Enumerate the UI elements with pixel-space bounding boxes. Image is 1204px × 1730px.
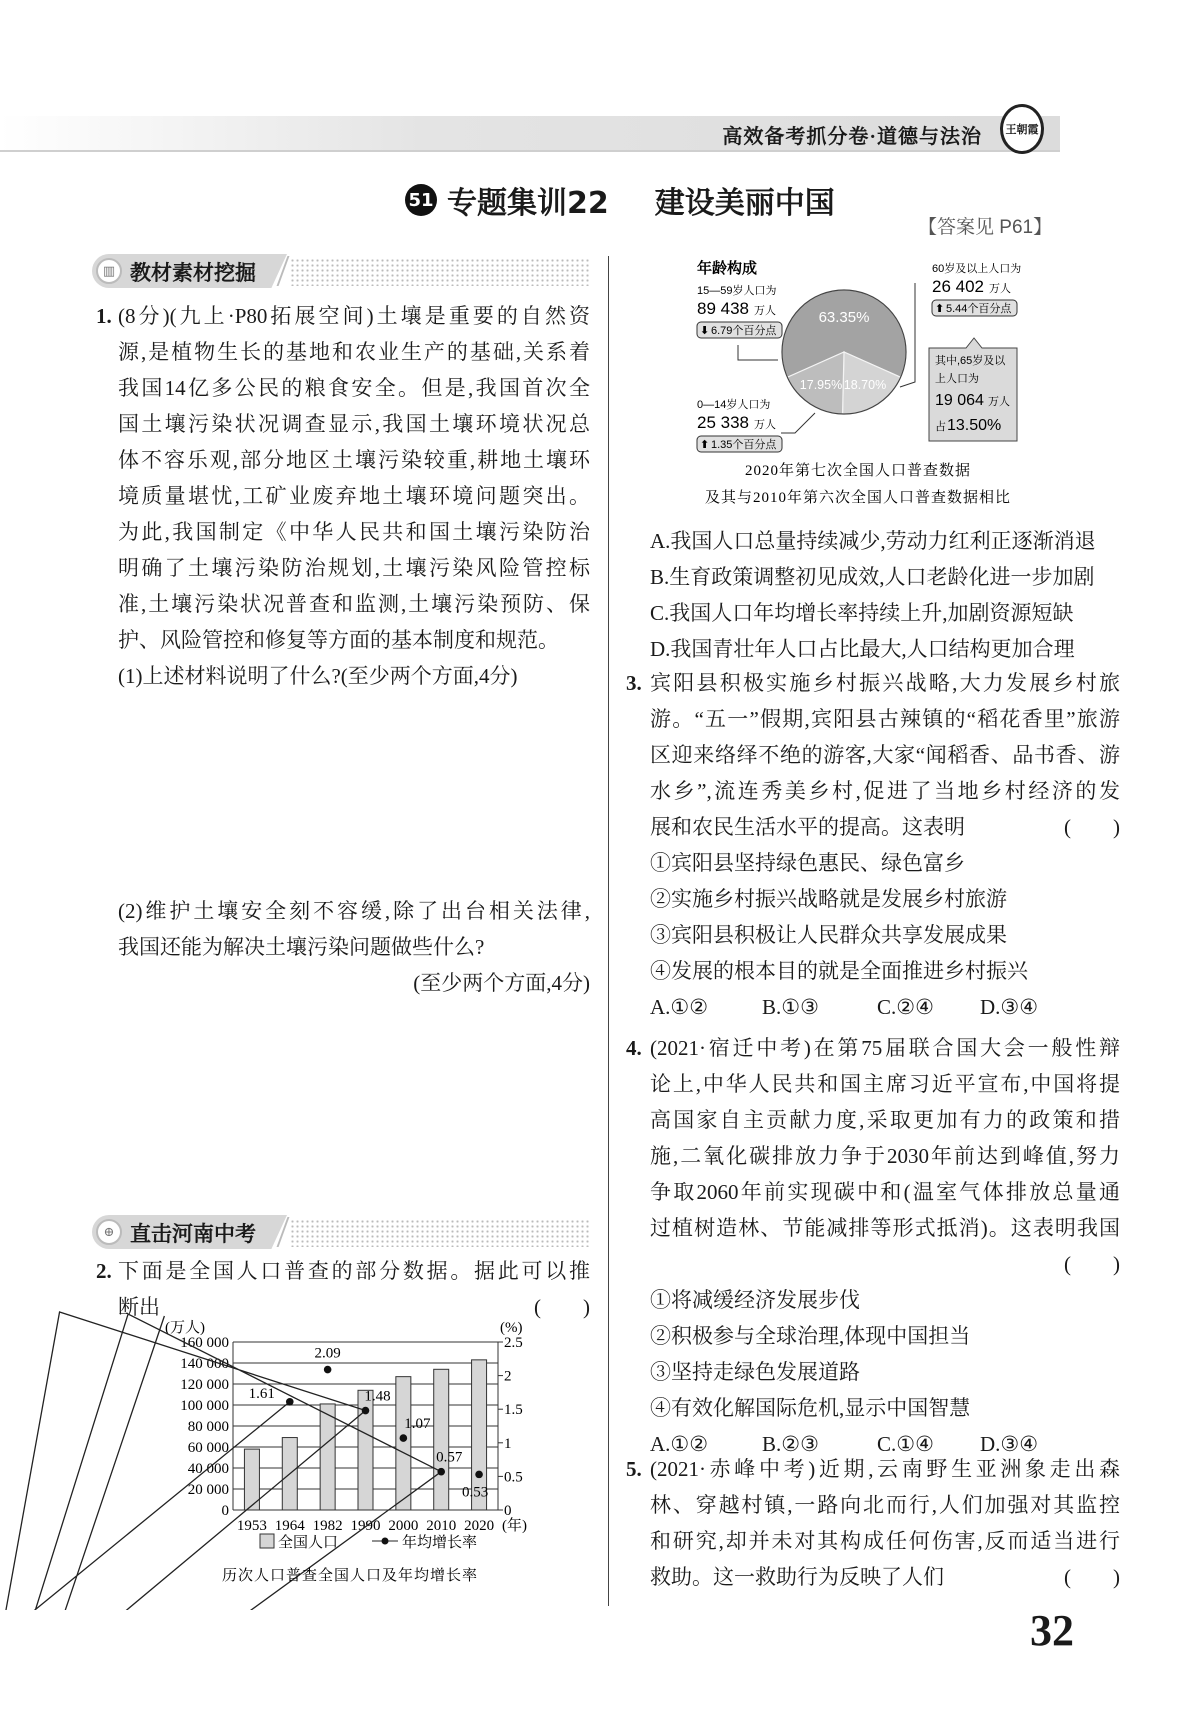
growth-rate-point — [437, 1468, 445, 1476]
choice-c[interactable]: C.②④ — [877, 995, 934, 1019]
arrow-up-icon: ⬆ — [700, 439, 710, 451]
column-divider — [608, 256, 609, 1606]
chart-caption: 历次人口普查全国人口及年均增长率 — [221, 1568, 479, 1584]
y-tick-label: 100 000 — [180, 1398, 229, 1414]
text-line: 体不容乐观,部分地区土壤污染较重,耕地土壤环 — [118, 448, 590, 472]
statement-4: ④发展的根本目的就是全面推进乡村振兴 — [650, 959, 1028, 983]
question-4-lines — [650, 1030, 1120, 1246]
legend-bar-swatch — [260, 1534, 274, 1548]
pie-title: 年龄构成 — [697, 260, 758, 277]
text-line: 我国14亿多公民的粮食安全。但是,我国首次全 — [118, 376, 590, 400]
text-line: 救助。这一救助行为反映了人们 — [650, 1565, 944, 1589]
y-tick-label: 40 000 — [187, 1461, 229, 1477]
topic-label: 专题集训22 — [447, 186, 609, 221]
pie-caption: 及其与2010年第六次全国人口普查数据相比 — [704, 490, 1012, 506]
section-heading-textbook — [92, 254, 590, 288]
data-label: 1.48 — [364, 1388, 391, 1405]
change-value: 1.35个百分点 — [711, 439, 777, 451]
legend-line-marker — [382, 1538, 389, 1545]
text-line: 准,土壤污染状况普查和监测,土壤污染预防、保 — [118, 592, 590, 616]
text-line: (2)维护土壤安全刻不容缓,除了出台相关法律, — [118, 899, 590, 923]
y2-tick-label: 1.5 — [504, 1402, 523, 1419]
y-tick-label: 60 000 — [187, 1440, 229, 1456]
growth-rate-point — [286, 1398, 294, 1406]
topic-name: 建设美丽中国 — [654, 186, 835, 221]
statement-4: ④有效化解国际危机,显示中国智慧 — [650, 1396, 971, 1420]
question-3 — [626, 665, 1120, 1025]
x-tick-label: 2000 — [388, 1518, 419, 1534]
answer-area-1[interactable] — [118, 424, 590, 649]
text-line: 过植树造林、节能减排等形式抵消)。这表明我国 — [650, 1216, 1120, 1240]
text-line: 国土壤污染状况调查显示,我国土壤环境状况总 — [118, 412, 590, 436]
population-bar-line-chart — [0, 1310, 600, 1610]
answer-blank[interactable]: ( ) — [1064, 1565, 1120, 1589]
choice-d[interactable]: D.③④ — [980, 995, 1039, 1019]
statement-3: ③宾阳县积极让人民群众共享发展成果 — [650, 923, 1007, 947]
statement-1: ①将减缓经济发展步伐 — [650, 1288, 860, 1312]
slice-label: 18.70% — [843, 378, 887, 392]
text-line: 水乡”,流连秀美乡村,促进了当地乡村经济的发 — [650, 779, 1120, 803]
population-bar — [434, 1369, 449, 1510]
answer-blank[interactable]: ( ) — [1064, 1252, 1120, 1276]
choice-c[interactable]: C.①④ — [877, 1432, 934, 1456]
legend-population: 全国人口 — [278, 1535, 339, 1551]
series-title: 高效备考抓分卷·道德与法治 — [722, 126, 982, 148]
data-label: 1.61 — [248, 1385, 275, 1402]
annotation-head: 15—59岁人口为 — [697, 285, 777, 297]
growth-rate-point — [324, 1366, 332, 1374]
page-title — [405, 178, 835, 222]
question-number: 5. — [626, 1457, 642, 1481]
question-2-lines — [118, 1253, 590, 1289]
text-line: 断出 — [118, 1295, 160, 1319]
choice-d[interactable]: D.③④ — [980, 1432, 1039, 1456]
choice-a[interactable]: A.①② — [650, 1432, 709, 1456]
text-line: 源,是植物生长的基地和农业生产的基础,关系着 — [118, 340, 590, 364]
y-tick-label: 80 000 — [187, 1419, 229, 1435]
y2-tick-label: 2 — [504, 1368, 512, 1385]
y-tick-label: 140 000 — [180, 1356, 229, 1372]
y-tick-label: 0 — [221, 1503, 229, 1519]
y-tick-label: 120 000 — [180, 1377, 229, 1393]
y-tick-label: 160 000 — [180, 1335, 229, 1351]
statement-3: ③坚持走绿色发展道路 — [650, 1360, 860, 1384]
y2-tick-label: 0 — [504, 1503, 512, 1519]
option-b[interactable]: B.生育政策调整初见成效,人口老龄化进一步加剧 — [650, 565, 1095, 589]
text-line: 为此,我国制定《中华人民共和国土壤污染防治 — [118, 520, 590, 544]
slice-label: 17.95% — [799, 378, 843, 392]
data-label: 0.57 — [436, 1449, 463, 1466]
x-tick-label: 2010 — [426, 1518, 457, 1534]
text-line: 我国还能为解决土壤污染问题做些什么? — [118, 935, 485, 959]
answer-blank[interactable]: ( ) — [534, 1295, 590, 1319]
question-number: 3. — [626, 671, 642, 695]
text-line: 宾阳县积极实施乡村振兴战略,大力发展乡村旅 — [650, 671, 1120, 695]
statement-2: ②积极参与全球治理,体现中国担当 — [650, 1324, 971, 1348]
leader-line — [781, 413, 815, 433]
text-line: 护、风险管控和修复等方面的基本制度和规范。 — [118, 628, 559, 652]
y2-axis-unit: (%) — [500, 1320, 523, 1336]
data-label: 1.07 — [404, 1416, 431, 1433]
annotation-unit: 万人 — [989, 283, 1011, 295]
y2-tick-label: 1 — [504, 1435, 512, 1452]
text-line: 境质量堪忧,工矿业废弃地土壤环境问题突出。 — [118, 484, 590, 508]
text-line: 和研究,却并未对其构成任何伤害,反而适当进行 — [650, 1529, 1120, 1553]
question-5-lines — [650, 1451, 1120, 1559]
section-label: 直击河南中考 — [130, 1222, 256, 1246]
question-2-options — [650, 523, 1120, 667]
text-line: (2021·宿迁中考)在第75届联合国大会一般性辩 — [650, 1036, 1120, 1060]
x-tick-label: 1964 — [274, 1518, 305, 1534]
question-number: 4. — [626, 1036, 642, 1060]
callout-share: 13.50% — [947, 417, 1002, 434]
change-value: 6.79个百分点 — [711, 325, 777, 337]
annotation-unit: 万人 — [754, 305, 776, 317]
option-d[interactable]: D.我国青壮年人口占比最大,人口结构更加合理 — [650, 637, 1075, 661]
choice-a[interactable]: A.①② — [650, 995, 709, 1019]
answer-reference: 【答案见 P61】 — [918, 217, 1053, 238]
growth-rate-point — [475, 1471, 483, 1479]
x-tick-label: 1982 — [312, 1518, 343, 1534]
statement-1: ①宾阳县坚持绿色惠民、绿色富乡 — [650, 851, 965, 875]
question-number: 1. — [96, 304, 112, 328]
arrow-down-icon: ⬇ — [700, 325, 710, 337]
text-line: 争取2060年前实现碳中和(温室气体排放总量通 — [650, 1180, 1120, 1204]
x-tick-label: 1990 — [350, 1518, 381, 1534]
callout-count: 19 064 — [935, 392, 984, 409]
option-c[interactable]: C.我国人口年均增长率持续上升,加剧资源短缺 — [650, 601, 1074, 625]
subquestion-2 — [118, 893, 590, 1001]
annotation-head: 0—14岁人口为 — [697, 399, 771, 411]
statement-2: ②实施乡村振兴战略就是发展乡村旅游 — [650, 887, 1007, 911]
annotation-unit: 万人 — [754, 419, 776, 431]
subquestion-2-lines — [118, 893, 590, 929]
population-bar — [320, 1404, 335, 1510]
slice-label: 63.35% — [818, 309, 870, 326]
text-line: (8分)(九上·P80拓展空间)土壤是重要的自然资 — [118, 304, 590, 328]
option-a[interactable]: A.我国人口总量持续减少,劳动力红利正逐渐消退 — [650, 529, 1096, 553]
text-line: 展和农民生活水平的提高。这表明 — [650, 815, 965, 839]
callout-unit: 万人 — [988, 396, 1010, 408]
text-line: (2021·赤峰中考)近期,云南野生亚洲象走出森 — [650, 1457, 1120, 1481]
growth-rate-point — [400, 1434, 408, 1442]
answer-area-2[interactable] — [118, 1005, 590, 1205]
legend-growth-rate: 年均增长率 — [402, 1535, 478, 1551]
callout-text: 上人口为 — [935, 373, 979, 385]
section-heading-henan-exam — [92, 1215, 590, 1249]
leader-line — [738, 345, 778, 360]
arrow-up-icon: ⬆ — [935, 303, 945, 315]
question-4 — [626, 1030, 1120, 1462]
text-line: 区迎来络绎不绝的游客,大家“闻稻香、品书香、游 — [650, 743, 1120, 767]
score-note: (至少两个方面,4分) — [413, 971, 590, 995]
growth-rate-point — [362, 1407, 370, 1415]
age-structure-pie-chart — [620, 240, 1040, 510]
text-line: 论上,中华人民共和国主席习近平宣布,中国将提 — [650, 1072, 1120, 1096]
y2-tick-label: 2.5 — [504, 1335, 523, 1351]
choice-b[interactable]: B.①③ — [762, 995, 819, 1019]
x-axis-unit: (年) — [502, 1518, 527, 1534]
annotation-count: 89 438 — [697, 299, 749, 318]
book-icon: ▥ — [96, 258, 122, 284]
choice-b[interactable]: B.②③ — [762, 1432, 819, 1456]
question-3-lines — [650, 665, 1120, 809]
data-label: 2.09 — [314, 1345, 341, 1362]
answer-blank[interactable]: ( ) — [1064, 815, 1120, 839]
page-number: 32 — [1030, 1606, 1074, 1655]
text-line: 高国家自主贡献力度,采取更加有力的政策和措 — [650, 1108, 1120, 1132]
text-line: 林、穿越村镇,一路向北而行,人们加强对其监控 — [650, 1493, 1120, 1517]
question-5 — [626, 1451, 1120, 1595]
question-number: 2. — [96, 1259, 112, 1283]
population-bar — [396, 1377, 411, 1510]
callout-share-prefix: 占 — [935, 421, 946, 433]
y-axis-unit: (万人) — [165, 1320, 205, 1336]
pie-caption: 2020年第七次全国人口普查数据 — [744, 463, 972, 479]
change-value: 5.44个百分点 — [946, 303, 1012, 315]
y-tick-label: 20 000 — [187, 1482, 229, 1498]
y2-tick-label: 0.5 — [504, 1469, 523, 1486]
section-label: 教材素材挖掘 — [130, 261, 256, 285]
annotation-count: 25 338 — [697, 413, 749, 432]
data-label: 0.53 — [461, 1484, 489, 1501]
annotation-count: 26 402 — [932, 277, 984, 296]
unit-number-badge: 51 — [405, 184, 437, 216]
publisher-logo: 王朝霞 — [1000, 104, 1044, 154]
annotation-head: 60岁及以上人口为 — [932, 263, 1022, 275]
text-line: 施,二氧化碳排放力争于2030年前达到峰值,努力 — [650, 1144, 1120, 1168]
x-tick-label: 2020 — [464, 1518, 495, 1534]
text-line: 明确了土壤污染防治规划,土壤污染风险管控标 — [118, 556, 590, 580]
subquestion-1: (1)上述材料说明了什么?(至少两个方面,4分) — [118, 664, 518, 688]
text-line: 游。“五一”假期,宾阳县古辣镇的“稻花香里”旅游 — [650, 707, 1120, 731]
text-line: 下面是全国人口普查的部分数据。据此可以推 — [118, 1259, 590, 1283]
callout-text: 其中,65岁及以 — [935, 355, 1006, 367]
x-tick-label: 1953 — [236, 1518, 267, 1534]
target-icon: ⊕ — [96, 1219, 122, 1245]
